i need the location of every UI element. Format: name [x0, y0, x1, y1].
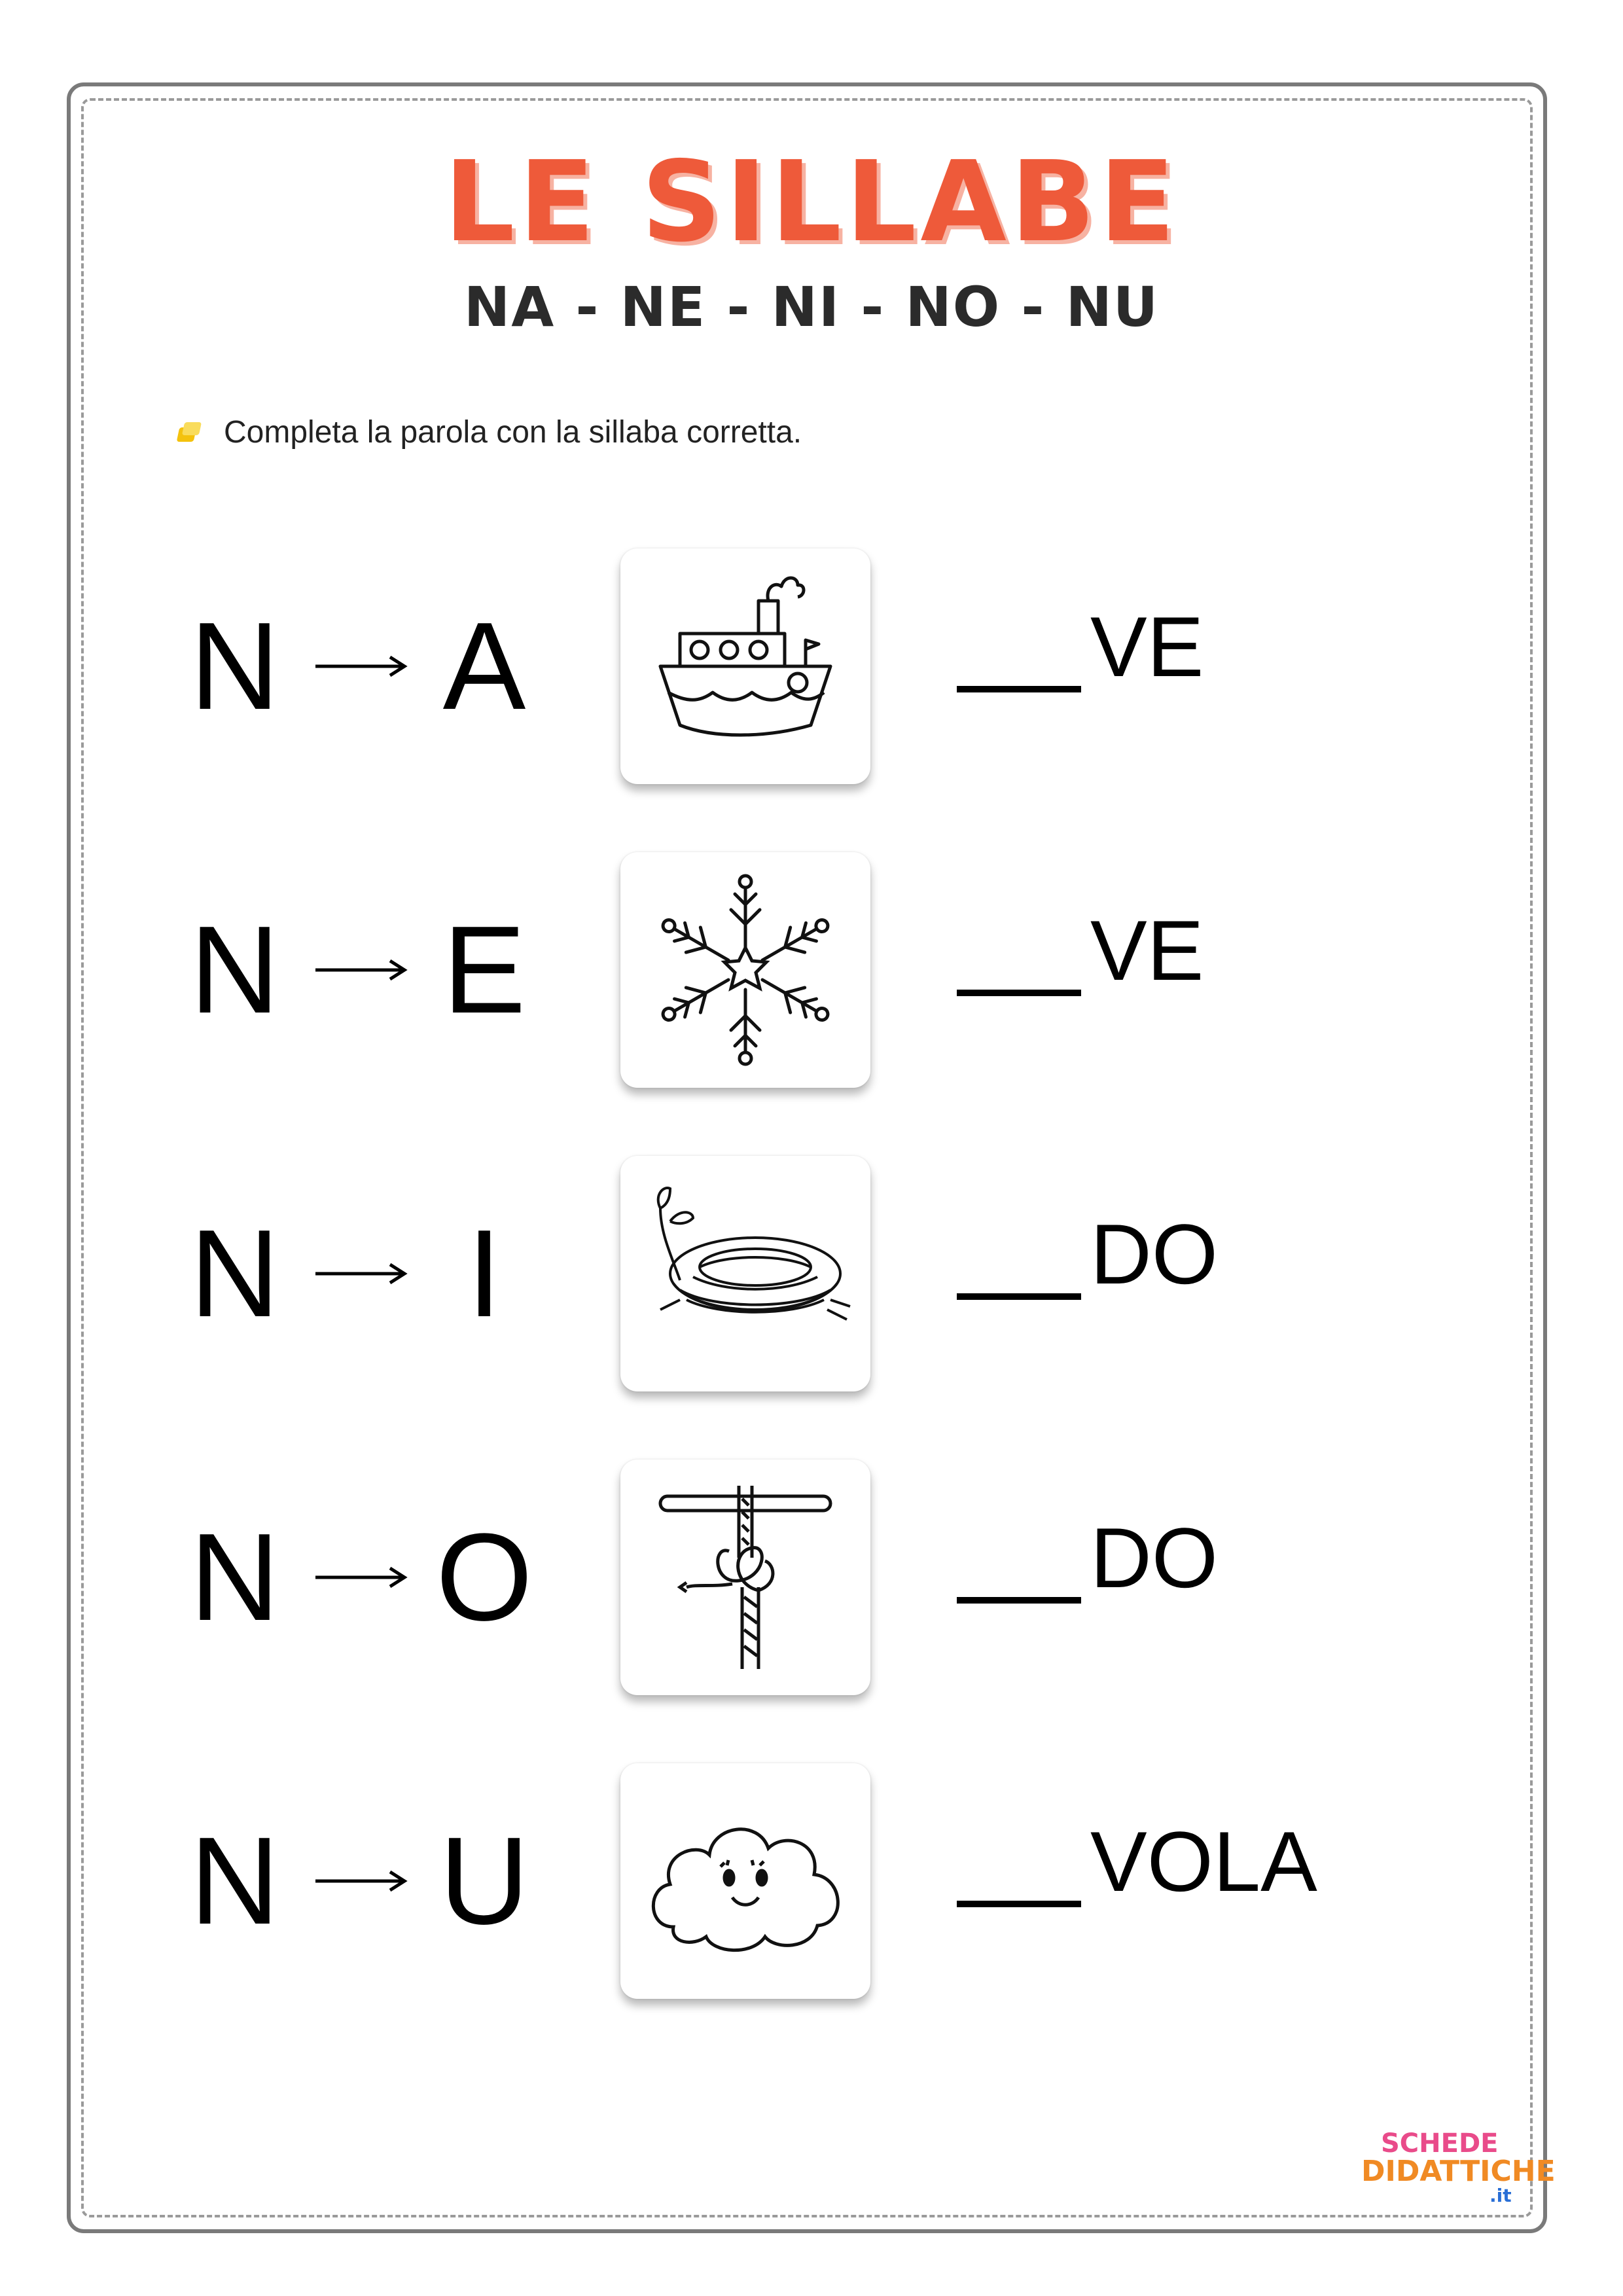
answer-blank[interactable]: [957, 1293, 1081, 1300]
consonant-letter: N: [190, 597, 280, 736]
picture-card: [620, 852, 870, 1088]
logo-line-1: SCHEDE: [1381, 2128, 1499, 2159]
arrow-icon: [313, 1261, 410, 1287]
page-title: LE SILLABE: [444, 137, 1179, 267]
nest-icon: [634, 1169, 857, 1378]
syllables-subtitle: NA - NE - NI - NO - NU: [463, 275, 1160, 339]
exercise-row: [0, 852, 1623, 1088]
vowel-letter: I: [467, 1204, 502, 1343]
answer-blank[interactable]: [957, 1901, 1081, 1907]
vowel-letter: O: [436, 1508, 533, 1647]
ship-icon: [634, 562, 857, 771]
arrow-icon: [313, 1564, 410, 1590]
logo-line-3: .it: [1489, 2185, 1512, 2206]
arrow-icon: [313, 1868, 410, 1894]
cloud-icon: [634, 1776, 857, 1986]
answer-blank[interactable]: [957, 686, 1081, 692]
arrow-icon: [313, 653, 410, 679]
exercise-row: [0, 1763, 1623, 1999]
consonant-letter: N: [190, 1508, 280, 1647]
exercise-row: [0, 1460, 1623, 1695]
answer-blank[interactable]: [957, 1597, 1081, 1604]
word-ending: VOLA: [1090, 1814, 1317, 1909]
instruction-text: Completa la parola con la sillaba corretta.: [224, 414, 802, 450]
consonant-letter: N: [190, 901, 280, 1039]
picture-card: [620, 548, 870, 784]
answer-blank[interactable]: [957, 990, 1081, 996]
word-ending: VE: [1090, 903, 1204, 998]
arrow-icon: [313, 957, 410, 983]
exercise-row: [0, 548, 1623, 784]
consonant-letter: N: [190, 1812, 280, 1950]
brand-logo: [1361, 2128, 1556, 2207]
word-ending: DO: [1090, 1510, 1218, 1605]
bullet-icon: [178, 422, 202, 442]
knot-icon: [634, 1473, 857, 1682]
vowel-letter: U: [439, 1812, 529, 1950]
instruction: [178, 412, 802, 452]
picture-card: [620, 1460, 870, 1695]
snowflake-icon: [634, 865, 857, 1075]
word-ending: VE: [1090, 599, 1204, 694]
picture-card: [620, 1156, 870, 1391]
vowel-letter: E: [442, 901, 526, 1039]
vowel-letter: A: [442, 597, 526, 736]
word-ending: DO: [1090, 1206, 1218, 1302]
picture-card: [620, 1763, 870, 1999]
consonant-letter: N: [190, 1204, 280, 1343]
logo-line-2: DIDATTICHE: [1361, 2155, 1556, 2188]
exercise-row: [0, 1156, 1623, 1391]
